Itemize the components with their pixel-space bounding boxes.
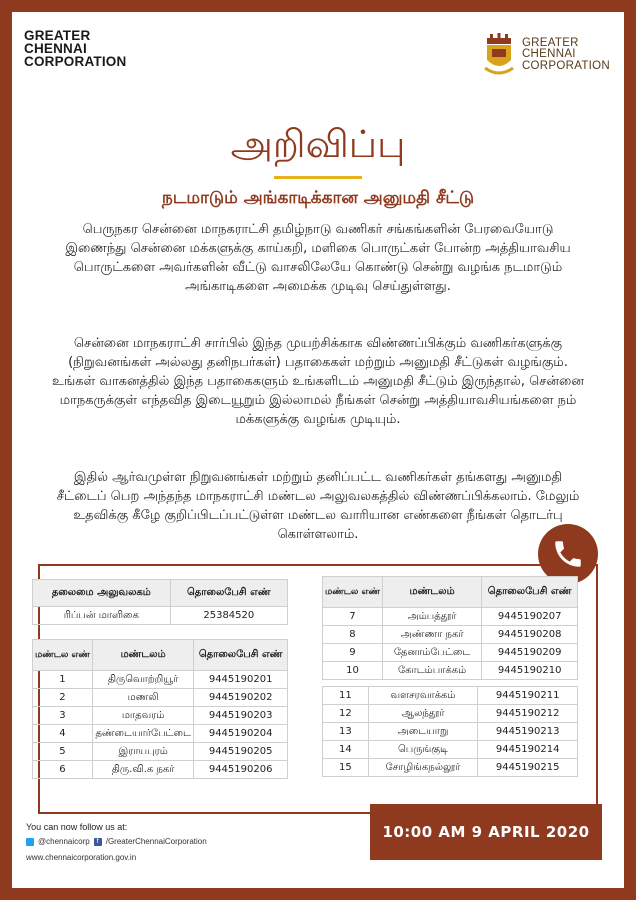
zone-name: அண்ணா நகர் xyxy=(382,626,481,644)
gcc-wordmark-logo xyxy=(24,29,126,68)
facebook-handle[interactable]: /GreaterChennaiCorporation xyxy=(105,837,207,846)
zone-name: கோடம்பாக்கம் xyxy=(382,662,481,680)
table-row xyxy=(33,725,288,743)
zone-number: 1 xyxy=(33,671,93,689)
table-row xyxy=(323,723,578,741)
paragraph-2: சென்னை மாநகராட்சி சார்பில் இந்த முயற்சிக்காக விண்ணப்பிக்கும் வணிகர்களுக்கு (நிறுவனங்கள் அல்லது தனிநபர்கள்) பதாகைகள் மற்றும் அனுமதி சீட்டுகள் வழங்கும். உங்கள் வாகனத்தில் இந்த பதாகைகளும் உங்களிடம் அனுமதி சீட்டும் இருந்தால், சென்னை மாநகருக்குள் எந்தவித இடையூறும் இல்லாமல் நீங்கள் சென்று அத்தியாவசியங்களை நம் மக்களுக்கு வழங்க முடியும். xyxy=(52,336,584,427)
zone-no-header: மண்டல எண் xyxy=(33,640,93,671)
zone-number: 15 xyxy=(323,759,369,777)
table-row xyxy=(33,689,288,707)
zone-phone: 9445190205 xyxy=(194,743,288,761)
phone-header: தொலைபேசி எண் xyxy=(170,580,287,607)
zone-number: 6 xyxy=(33,761,93,779)
zone-phone: 9445190215 xyxy=(478,759,578,777)
zone-phone: 9445190204 xyxy=(194,725,288,743)
zone-name: மாதவரம் xyxy=(92,707,193,725)
logo-line: CORPORATION xyxy=(521,59,610,72)
zone-phone: 9445190211 xyxy=(478,687,578,705)
zone-phone: 9445190210 xyxy=(482,662,578,680)
logo-line: CHENNAI xyxy=(521,48,576,61)
zone-phone-header: தொலைபேசி எண் xyxy=(194,640,288,671)
zone-phone: 9445190206 xyxy=(194,761,288,779)
zone-number: 14 xyxy=(323,741,369,759)
zone-name: வளசரவாக்கம் xyxy=(368,687,478,705)
zone-number: 5 xyxy=(33,743,93,761)
table-row xyxy=(323,759,578,777)
twitter-handle[interactable]: @chennaicorp xyxy=(38,837,90,846)
notice-title: அறிவிப்பு xyxy=(230,122,406,166)
zone-phone-header: தொலைபேசி எண் xyxy=(482,577,578,608)
paragraph-1: பெருநகர சென்னை மாநகராட்சி தமிழ்நாடு வணிகர் சங்கங்களின் பேரவையோடு இணைந்து சென்னை மக்களுக்கு காய்கறி, மளிகை பொருட்கள் போன்ற அத்தியாவசிய பொருட்களை அவர்களின் வீட்டு வாசலிலேயே கொண்டு சென்று வழங்க நடமாடும் அங்காடிகளை அமைக்க முடிவு செய்துள்ளது. xyxy=(65,222,571,294)
table-row xyxy=(323,687,578,705)
notice-subtitle: நடமாடும் அங்காடிக்கான அனுமதி சீட்டு xyxy=(161,188,475,208)
table-row xyxy=(323,662,578,680)
zone-number: 13 xyxy=(323,723,369,741)
logo-line: GREATER xyxy=(521,36,579,49)
zone-name: தண்டையார்பேட்டை xyxy=(92,725,193,743)
zone-number: 7 xyxy=(323,608,383,626)
zone-table-right-lower xyxy=(322,686,578,777)
zone-phone: 9445190207 xyxy=(482,608,578,626)
table-row xyxy=(33,607,288,625)
zone-name-header: மண்டலம் xyxy=(92,640,193,671)
zone-phone: 9445190209 xyxy=(482,644,578,662)
hq-phone: 25384520 xyxy=(170,607,287,625)
table-row xyxy=(33,743,288,761)
zone-number: 3 xyxy=(33,707,93,725)
hq-header: தலைமை அலுவலகம் xyxy=(33,580,171,607)
hq-table xyxy=(32,579,288,625)
zone-phone: 9445190203 xyxy=(194,707,288,725)
table-row xyxy=(33,671,288,689)
zone-number: 2 xyxy=(33,689,93,707)
table-row xyxy=(323,626,578,644)
zone-number: 12 xyxy=(323,705,369,723)
zone-name: பெருங்குடி xyxy=(368,741,478,759)
title-underline xyxy=(274,176,362,179)
gcc-emblem-logo xyxy=(482,30,610,80)
zone-name: திருவொற்றியூர் xyxy=(92,671,193,689)
corporation-seal-icon xyxy=(482,32,516,78)
zone-table-right xyxy=(322,576,578,680)
hq-name: ரிப்பன் மாளிகை xyxy=(33,607,171,625)
follow-us-text: You can now follow us at: xyxy=(26,822,128,832)
zone-name: தேனாம்பேட்டை xyxy=(382,644,481,662)
phone-badge xyxy=(538,524,598,584)
zone-phone: 9445190201 xyxy=(194,671,288,689)
zone-name: திரு.வி.க நகர் xyxy=(92,761,193,779)
zone-phone: 9445190208 xyxy=(482,626,578,644)
zone-phone: 9445190212 xyxy=(478,705,578,723)
logo-line: CORPORATION xyxy=(24,54,127,69)
zone-number: 11 xyxy=(323,687,369,705)
facebook-icon: f xyxy=(94,838,102,846)
zone-phone: 9445190202 xyxy=(194,689,288,707)
zone-no-header: மண்டல எண் xyxy=(323,577,383,608)
website-link[interactable]: www.chennaicorporation.gov.in xyxy=(26,853,137,862)
table-row xyxy=(323,644,578,662)
zone-name: ஆலந்தூர் xyxy=(368,705,478,723)
zone-name-header: மண்டலம் xyxy=(382,577,481,608)
table-row xyxy=(33,707,288,725)
zone-table-left xyxy=(32,639,288,779)
phone-icon xyxy=(551,537,585,571)
table-row xyxy=(323,705,578,723)
table-row xyxy=(323,608,578,626)
zone-number: 10 xyxy=(323,662,383,680)
twitter-icon xyxy=(26,838,34,846)
zone-phone: 9445190213 xyxy=(478,723,578,741)
table-row xyxy=(33,761,288,779)
zone-name: இராயபுரம் xyxy=(92,743,193,761)
zone-name: மணலி xyxy=(92,689,193,707)
social-links xyxy=(26,837,207,846)
zone-phone: 9445190214 xyxy=(478,741,578,759)
paragraph-3: இதில் ஆர்வமுள்ள நிறுவனங்கள் மற்றும் தனிப்பட்ட வணிகர்கள் தங்களது அனுமதி சீட்டைப் பெற அந்தந்த மாநகராட்சி மண்டல அலுவலகத்தில் விண்ணப்பிக்கலாம். மேலும் உதவிக்கு கீழே குறிப்பிடப்பட்டுள்ள மண்டல வாரியான எண்களை நீங்கள் தொடர்பு கொள்ளலாம். xyxy=(56,470,580,542)
logo-line: GREATER xyxy=(24,28,91,43)
zone-number: 9 xyxy=(323,644,383,662)
table-row xyxy=(323,741,578,759)
zone-name: சோழிங்கநல்லூர் xyxy=(368,759,478,777)
date-banner: 10:00 AM 9 APRIL 2020 xyxy=(370,804,602,860)
zone-name: அம்பத்தூர் xyxy=(382,608,481,626)
zone-number: 4 xyxy=(33,725,93,743)
logo-line: CHENNAI xyxy=(24,41,87,56)
zone-name: அடையாறு xyxy=(368,723,478,741)
zone-number: 8 xyxy=(323,626,383,644)
